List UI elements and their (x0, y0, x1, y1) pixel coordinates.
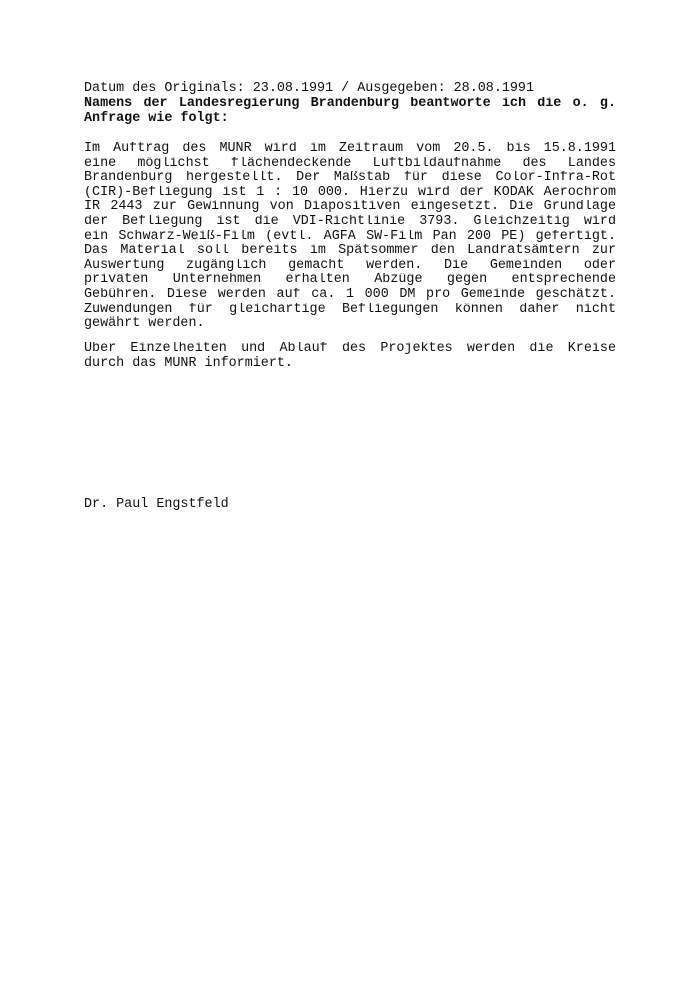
paragraph-line: Im Auftrag des MUNR wird im Zeitraum vom 20.5. bis 15.8.1991 (84, 142, 616, 156)
intro-heading (84, 97, 616, 126)
paragraph-line: Brandenburg hergestellt. Der Maßstab für diese Color-Infra-Rot (84, 171, 616, 186)
paragraph-line: gewährt werden. (84, 316, 205, 332)
paragraph-line: Gebühren. Diese werden auf ca. 1 000 DM pro Gemeinde geschätzt. (84, 287, 616, 302)
paragraph-line: Das Material soll bereits im Spätsommer den Landratsämtern zur (84, 244, 616, 259)
paragraph-line: privaten Unternehmen erhalten Abzüge gegen entsprechende (84, 273, 616, 288)
paragraph-line: (CIR)-Befliegung ist 1 : 10 000. Hierzu wird der KODAK Aerochrom (84, 185, 616, 200)
intro-line: Namens der Landesregierung Brandenburg beantworte ich die o. g. (84, 97, 616, 111)
paragraph-line: Über Einzelheiten und Ablauf des Projektes werden die Kreise (84, 342, 616, 356)
paragraph-line: durch das MUNR informiert. (84, 355, 293, 371)
paragraph-line: Zuwendungen für gleichartige Befliegungen können daher nicht (84, 302, 616, 317)
paragraph-line: IR 2443 zur Gewinnung von Diapositiven eingesetzt. Die Grundlage (84, 200, 616, 215)
paragraph-line: eine möglichst flächendeckende Luftbildaufnahme des Landes (84, 156, 616, 171)
paragraph-line: Auswertung zugänglich gemacht werden. Die Gemeinden oder (84, 258, 616, 273)
paragraph-line: ein Schwarz-Weiß-Film (evtl. AGFA SW-Film Pan 200 PE) gefertigt. (84, 229, 616, 244)
signature: Dr. Paul Engstfeld (84, 497, 229, 512)
intro-line: Anfrage wie folgt: (84, 110, 229, 126)
paragraph-line: der Befliegung ist die VDI-Richtlinie 3793. Gleichzeitig wird (84, 214, 616, 229)
answer-paragraph-2 (84, 342, 616, 371)
answer-paragraph-1 (84, 142, 616, 332)
document-date-line: Datum des Originals: 23.08.1991 / Ausgegeben: 28.08.1991 (84, 81, 534, 96)
